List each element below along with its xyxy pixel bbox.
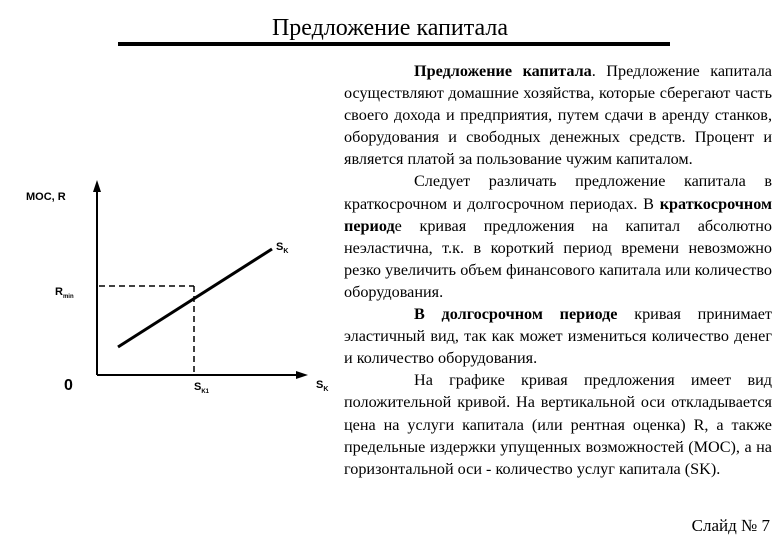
slide-title: Предложение капитала	[271, 15, 509, 41]
paragraph-2-text: Следует различать предложение капитала в краткосрочном и долгосрочном периодах. В	[344, 172, 772, 213]
s-k1-label: $S_{K1}$	[194, 381, 210, 395]
supply-curve	[118, 249, 272, 347]
paragraph-1-text: . Предложение капитала осуществляют домашние хозяйства, которые сберегают часть своего дохода и предприятия, путем сдачи в аренду станков, оборудования и свободных денежных средств. Процент и является платой за пользование чужим капиталом.	[344, 62, 772, 169]
supply-graph	[0, 170, 340, 410]
x-axis-label: $S_K$	[316, 379, 329, 393]
x-axis-arrow	[296, 371, 308, 379]
r-min-label: $R_{min}$	[55, 286, 74, 300]
paragraph-2-bold: краткосрочном период	[344, 194, 773, 235]
paragraph-3-text: кривая принимает эластичный вид, так как может измениться количество денег и количество оборудования.	[344, 305, 772, 368]
origin-label: 0	[64, 377, 73, 394]
slide-number: Слайд № 7	[691, 516, 770, 535]
y-axis-label: MOC, R	[26, 191, 66, 203]
y-axis-arrow	[93, 180, 101, 192]
paragraph-2	[344, 170, 772, 303]
paragraph-1-bold: Предложение капитала	[414, 62, 592, 80]
body-text	[344, 60, 772, 480]
paragraph-3	[344, 303, 772, 369]
title-underline	[118, 42, 670, 46]
paragraph-2-rest: е кривая предложения на капитал абсолютно неэластична, т.к. в короткий период времени невозможно резко увеличить объем финансового капитала или количество оборудования.	[344, 216, 772, 301]
paragraph-3-bold: В долгосрочном периоде	[414, 305, 618, 324]
paragraph-1	[344, 60, 772, 170]
curve-label: $S_K$	[276, 241, 289, 255]
paragraph-4: На графике кривая предложения имеет вид положительной кривой. На вертикальной оси откладывается цена на услуги капитала (или рентная оценка) R, а также предельные издержки упущенных возможностей (MOC), а на горизонтальной оси - количество услуг капитала (SK).	[344, 371, 772, 478]
